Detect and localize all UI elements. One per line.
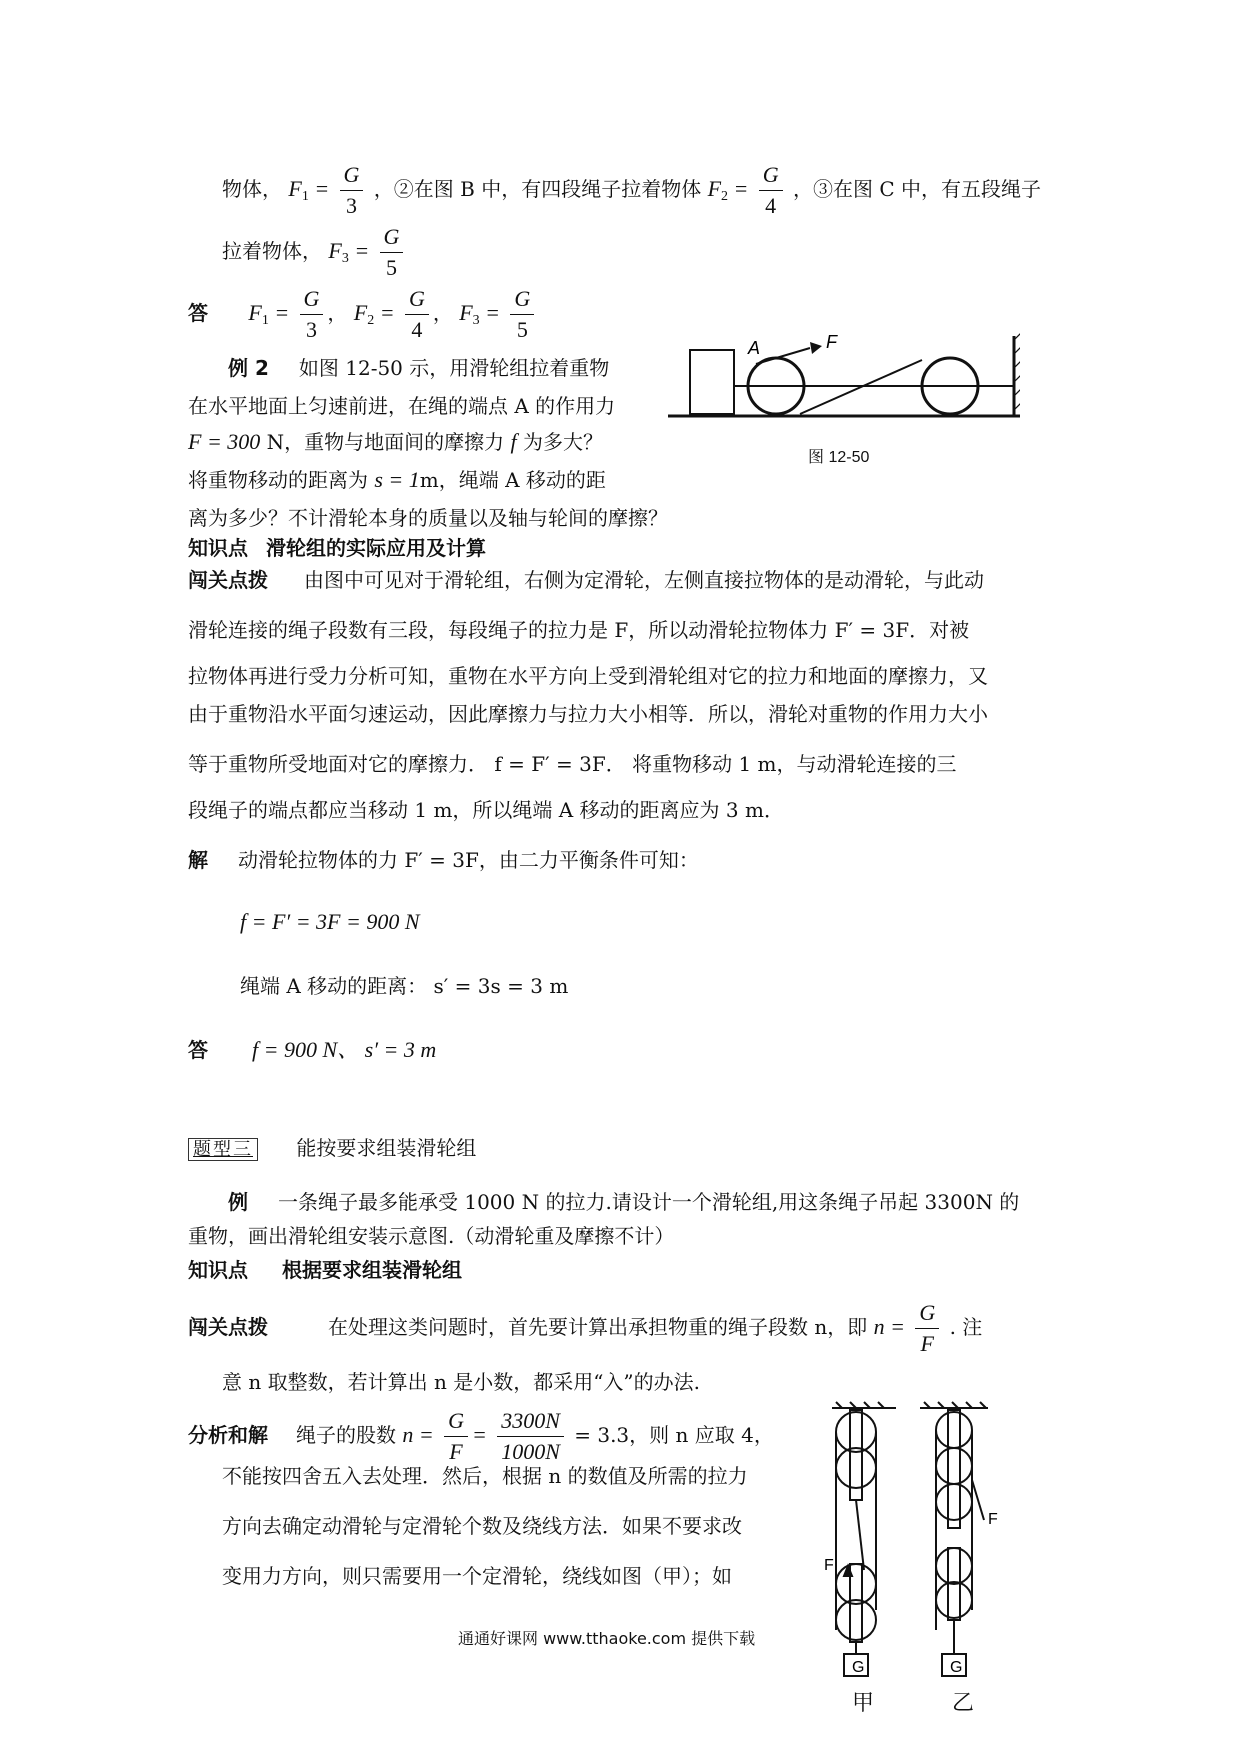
- force-arrow-head: [810, 342, 822, 354]
- knowledge-text: 根据要求组装滑轮组: [282, 1258, 462, 1282]
- line-forces-1: [222, 160, 1041, 221]
- footer-text: 通通好课网 www.tthaoke.com 提供下载: [458, 1629, 756, 1648]
- hint-line-3: 由于重物沿水平面匀速运动，因此摩擦力与拉力大小相等．所以，滑轮对重物的作用力大小: [188, 702, 988, 726]
- text: 在处理这类问题时，首先要计算出承担物重的绳子段数 n，即: [328, 1315, 868, 1339]
- f2-symbol: $F_2$ =: [707, 176, 749, 204]
- example3-line2: 重物，画出滑轮组安装示意图.（动滑轮重及摩擦不计）: [188, 1224, 675, 1248]
- text: ，: [432, 301, 453, 325]
- analysis-label: 分析和解: [188, 1423, 268, 1447]
- math: s = 1: [374, 467, 420, 492]
- text: 动滑轮拉物体的力 F′ = 3F，由二力平衡条件可知：: [238, 848, 699, 872]
- hint3-line1: [188, 1298, 982, 1359]
- analysis-line1: 分析和解 绳子的股数 n = $\frac{G}{F}$ = $\frac{3300N}{1000N}$ = 3.3，则 n 应取 4，: [188, 1406, 774, 1467]
- hint-line-4: 等于重物所受地面对它的摩擦力． f = F′ = 3F． 将重物移动 1 m，与动滑轮连接的三: [188, 752, 957, 776]
- force-label-jia: F: [824, 1557, 834, 1574]
- f3-symbol: $F_3$ =: [459, 300, 501, 328]
- fraction-g-4: $\frac{G}{4}$: [759, 160, 783, 221]
- analysis-line4: 变用力方向，则只需要用一个定滑轮，绕线如图（甲）；如: [222, 1564, 732, 1588]
- pulley-figure-jia: [832, 1402, 896, 1676]
- hint-label: 闯关点拨: [188, 568, 268, 592]
- text: ，: [327, 301, 348, 325]
- pulley-figure-yi: [920, 1402, 988, 1676]
- answer-label: 答: [188, 301, 208, 325]
- solution-line-2: f = F′ = 3F = 900 N: [240, 909, 420, 934]
- fraction-g-f: $\frac{G}{F}$: [915, 1298, 939, 1359]
- fraction: $\frac{G}{5}$: [510, 284, 534, 345]
- fraction: $\frac{G}{4}$: [405, 284, 429, 345]
- example-label: 例: [228, 1190, 248, 1214]
- text: m，绳端 A 移动的距: [419, 468, 606, 492]
- fraction-g-5: $\frac{G}{5}$: [380, 222, 404, 283]
- text: 绳子的股数: [296, 1423, 396, 1447]
- answer-text: f = 900 N、 s′ = 3 m: [252, 1037, 437, 1062]
- analysis-line2: 不能按四舍五入去处理．然后，根据 n 的数值及所需的拉力: [222, 1464, 748, 1488]
- hint-label: 闯关点拨: [188, 1315, 268, 1339]
- knowledge-point-2: [188, 1256, 462, 1284]
- section-title: 能按要求组装滑轮组: [296, 1136, 477, 1160]
- fraction: $\frac{3300N}{1000N}$: [497, 1406, 564, 1467]
- text: 为多大？: [516, 430, 603, 454]
- solution-line-3: 绳端 A 移动的距离： s′ = 3s = 3 m: [240, 974, 569, 998]
- math: f: [510, 429, 517, 454]
- math: n =: [873, 1314, 905, 1339]
- example2-line1: [228, 354, 609, 382]
- fraction: $\frac{G}{3}$: [300, 284, 324, 345]
- line-forces-2: [222, 222, 407, 283]
- example3-line1: [228, 1188, 1019, 1216]
- hint-line-1: 滑轮连接的绳子段数有三段，每段绳子的拉力是 F，所以动滑轮拉物体力 F′ = 3F．对被: [188, 618, 970, 642]
- hint-line-2: 拉物体再进行受力分析可知，重物在水平方向上受到滑轮组对它的拉力和地面的摩擦力，又: [188, 664, 988, 688]
- solution-line-1: [188, 846, 699, 874]
- example2-line3: [188, 428, 603, 456]
- text: 物体，: [222, 177, 282, 201]
- hint-line-0: [188, 566, 984, 594]
- knowledge-point-1: [188, 534, 486, 562]
- weight-label-jia: G: [852, 1659, 865, 1676]
- force-label-yi: F: [988, 1511, 998, 1528]
- text: N，重物与地面间的摩擦力: [260, 430, 511, 454]
- pulley-figures: [820, 1400, 1020, 1680]
- text: ，③在图 C 中，有五段绳子: [792, 177, 1042, 201]
- fraction: $\frac{G}{F}$: [444, 1406, 468, 1467]
- example2-line2: 在水平地面上匀速前进，在绳的端点 A 的作用力: [188, 394, 616, 418]
- section-heading: [188, 1134, 476, 1164]
- label-f: F: [826, 332, 837, 352]
- example-label: 例 2: [228, 356, 269, 380]
- figure-caption: 图 12-50: [808, 449, 870, 466]
- text: 由图中可见对于滑轮组，右侧为定滑轮，左侧直接拉物体的是动滑轮，与此动: [304, 568, 984, 592]
- hint-line-5: 段绳子的端点都应当移动 1 m，所以绳端 A 移动的距离应为 3 m．: [188, 798, 784, 822]
- solution-label: 解: [188, 848, 208, 872]
- text: 一条绳子最多能承受 1000 N 的拉力.请设计一个滑轮组,用这条绳子吊起 3300N 的: [278, 1190, 1020, 1214]
- f1-symbol: $F_1$ =: [288, 176, 330, 204]
- text: 将重物移动的距离为: [188, 468, 375, 492]
- heavy-block: [690, 350, 734, 414]
- pull-rope: [756, 348, 810, 364]
- example2-line5: 离为多少？不计滑轮本身的质量以及轴与轮间的摩擦？: [188, 506, 668, 530]
- text: . 注: [949, 1315, 983, 1339]
- section-tag: 题型三: [188, 1138, 258, 1161]
- text: 拉着物体，: [222, 239, 322, 263]
- figure-label-yi: 乙: [952, 1691, 975, 1716]
- hint3-line2: 意 n 取整数，若计算出 n 是小数，都采用“入”的办法.: [222, 1370, 700, 1394]
- text: ，②在图 B 中，有四段绳子拉着物体: [373, 177, 702, 201]
- f3-symbol: $F_3$ =: [328, 238, 370, 266]
- answer-line-2: [188, 1036, 436, 1064]
- analysis-line3: 方向去确定动滑轮与定滑轮个数及绕线方法．如果不要求改: [222, 1514, 742, 1538]
- answer-label: 答: [188, 1038, 208, 1062]
- f2-symbol: $F_2$ =: [353, 300, 395, 328]
- knowledge-label: 知识点: [188, 1258, 248, 1282]
- fraction-g-3: $\frac{G}{3}$: [340, 160, 364, 221]
- knowledge-label: 知识点: [188, 536, 248, 560]
- figure-label-jia: 甲: [852, 1691, 875, 1716]
- text: = 3.3，则 n 应取 4，: [574, 1423, 774, 1447]
- f1-symbol: $F_1$ =: [248, 300, 290, 328]
- label-a: A: [748, 338, 761, 358]
- knowledge-text: 滑轮组的实际应用及计算: [266, 536, 486, 560]
- answer-line-1: [188, 284, 538, 345]
- example2-line4: [188, 466, 606, 494]
- weight-label-yi: G: [950, 1659, 963, 1676]
- math: F = 300: [188, 429, 261, 454]
- text: 如图 12-50 示，用滑轮组拉着重物: [298, 356, 610, 380]
- math: n =: [402, 1422, 434, 1447]
